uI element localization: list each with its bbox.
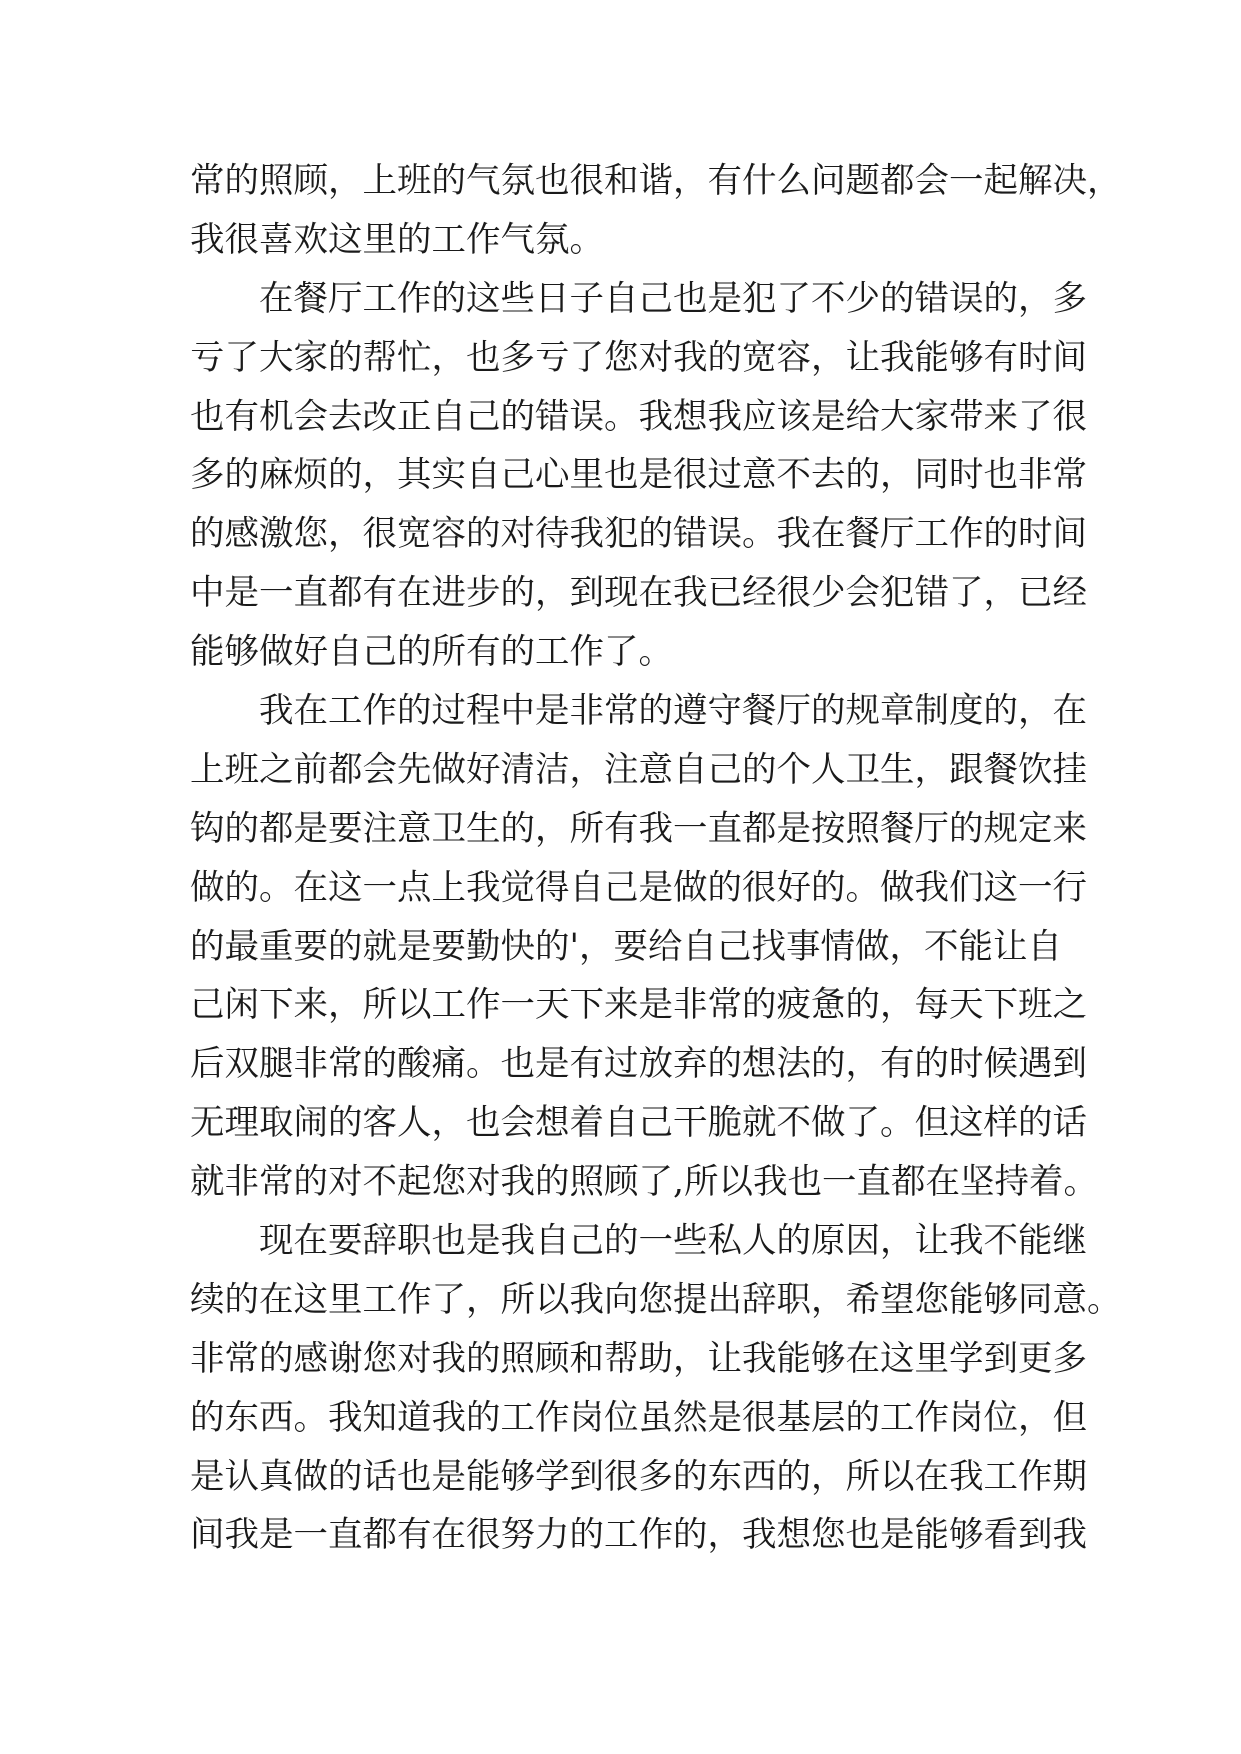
text-line: 己闲下来，所以工作一天下来是非常的疲惫的，每天下班之: [190, 985, 1087, 1026]
text-line: 的感激您，很宽容的对待我犯的错误。我在餐厅工作的时间: [190, 514, 1087, 555]
text-line: 中是一直都有在进步的，到现在我已经很少会犯错了，已经: [190, 573, 1087, 614]
text-line: 非常的感谢您对我的照顾和帮助，让我能够在这里学到更多: [190, 1338, 1087, 1379]
text-line: 无理取闹的客人，也会想着自己干脆就不做了。但这样的话: [190, 1103, 1087, 1144]
text-line: 就非常的对不起您对我的照顾了,所以我也一直都在坚持着。: [190, 1162, 1098, 1203]
body-text: [190, 152, 1122, 1565]
text-line: 也有机会去改正自己的错误。我想我应该是给大家带来了很: [190, 396, 1087, 437]
text-line: 常的照顾，上班的气氛也很和谐，有什么问题都会一起解决，: [190, 161, 1122, 201]
text-line: 续的在这里工作了，所以我向您提出辞职，希望您能够同意。: [190, 1279, 1122, 1320]
text-line: 后双腿非常的酸痛。也是有过放弃的想法的，有的时候遇到: [190, 1044, 1087, 1085]
text-line: 能够做好自己的所有的工作了。: [190, 632, 673, 673]
text-line: 我在工作的过程中是非常的遵守餐厅的规章制度的，在: [190, 691, 1087, 732]
text-line: 上班之前都会先做好清洁，注意自己的个人卫生，跟餐饮挂: [190, 749, 1087, 790]
text-line: 做的。在这一点上我觉得自己是做的很好的。做我们这一行: [190, 867, 1087, 908]
text-line: 在餐厅工作的这些日子自己也是犯了不少的错误的，多: [190, 278, 1087, 319]
text-line: 现在要辞职也是我自己的一些私人的原因，让我不能继: [190, 1221, 1087, 1262]
text-line: 的东西。我知道我的工作岗位虽然是很基层的工作岗位，但: [190, 1397, 1087, 1438]
text-line: 钩的都是要注意卫生的，所有我一直都是按照餐厅的规定来: [190, 808, 1087, 849]
text-line: 是认真做的话也是能够学到很多的东西的，所以在我工作期: [190, 1456, 1087, 1497]
text-line: 的最重要的就是要勤快的'，要给自己找事情做，不能让自: [190, 926, 1062, 967]
text-line: 间我是一直都有在很努力的工作的，我想您也是能够看到我: [190, 1515, 1087, 1556]
text-line: 我很喜欢这里的工作气氛。: [190, 219, 604, 260]
text-line: 亏了大家的帮忙，也多亏了您对我的宽容，让我能够有时间: [190, 337, 1087, 378]
text-line: 多的麻烦的，其实自己心里也是很过意不去的，同时也非常: [190, 455, 1087, 496]
